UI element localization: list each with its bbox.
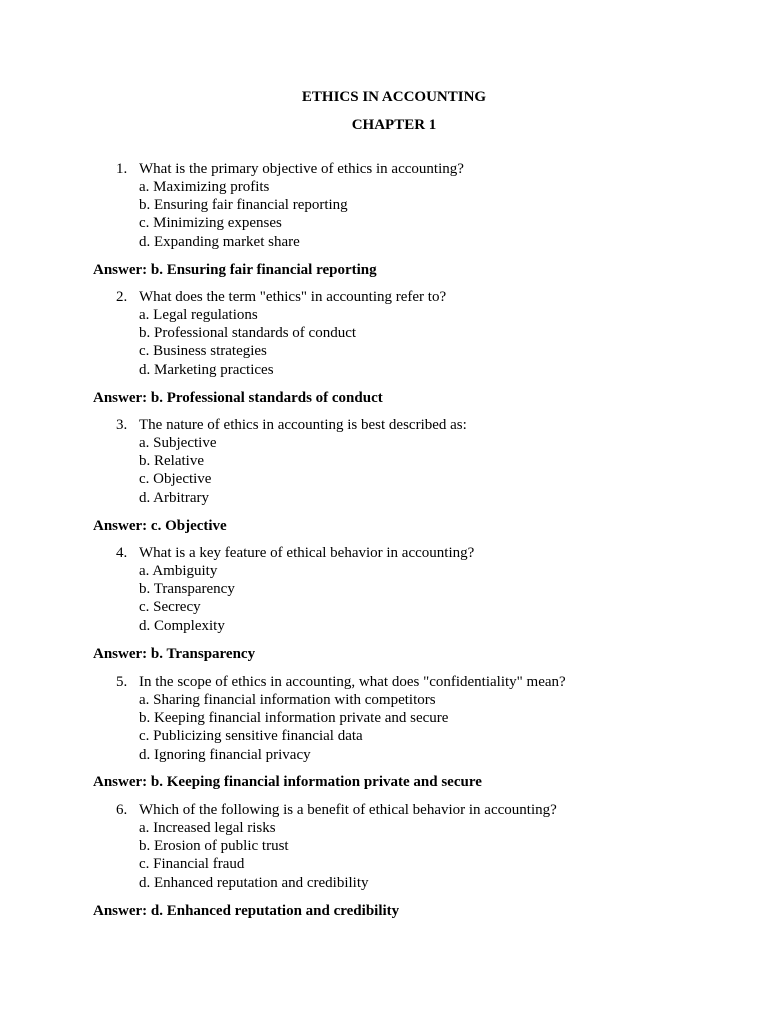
question-3 xyxy=(0,416,768,507)
option-b: b. Erosion of public trust xyxy=(139,838,289,855)
option-a: a. Legal regulations xyxy=(139,307,258,323)
chapter-heading: CHAPTER 1 xyxy=(351,117,437,133)
answer-1: Answer: b. Ensuring fair financial reporting xyxy=(93,262,377,278)
option-b: b. Professional standards of conduct xyxy=(139,325,357,342)
option-d: d. Ignoring financial privacy xyxy=(139,746,311,763)
answer-4: Answer: b. Transparency xyxy=(93,646,256,662)
answer-6: Answer: d. Enhanced reputation and credibility xyxy=(93,903,400,919)
option-c: c. Publicizing sensitive financial data xyxy=(139,728,363,745)
option-b: b. Ensuring fair financial reporting xyxy=(139,197,348,214)
option-c: c. Business strategies xyxy=(139,343,267,360)
question-number: 2. xyxy=(116,289,128,305)
option-c: c. Secrecy xyxy=(139,599,201,616)
question-4 xyxy=(0,544,768,635)
question-text: What is a key feature of ethical behavior in accounting? xyxy=(139,545,475,561)
option-c: c. Minimizing expenses xyxy=(139,215,282,232)
option-a: a. Subjective xyxy=(139,435,217,451)
option-a: a. Increased legal risks xyxy=(139,820,276,836)
question-number: 1. xyxy=(116,161,128,177)
option-d: d. Expanding market share xyxy=(139,233,300,250)
question-text: In the scope of ethics in accounting, what does "confidentiality" mean? xyxy=(139,674,566,690)
question-number: 3. xyxy=(116,417,128,433)
question-text: Which of the following is a benefit of ethical behavior in accounting? xyxy=(139,802,557,818)
question-text: The nature of ethics in accounting is best described as: xyxy=(139,417,467,433)
question-number: 4. xyxy=(116,545,128,561)
option-d: d. Complexity xyxy=(139,617,225,634)
answer-5: Answer: b. Keeping financial information private and secure xyxy=(93,774,482,790)
option-d: d. Arbitrary xyxy=(139,489,209,506)
option-c: c. Objective xyxy=(139,471,212,488)
question-5 xyxy=(0,673,768,764)
document-title: ETHICS IN ACCOUNTING xyxy=(301,89,487,105)
question-6 xyxy=(0,801,768,892)
option-a: a. Ambiguity xyxy=(139,563,218,579)
option-d: d. Enhanced reputation and credibility xyxy=(139,874,369,891)
option-b: b. Keeping financial information private and secure xyxy=(139,710,449,727)
question-number: 6. xyxy=(116,802,128,818)
answer-2: Answer: b. Professional standards of conduct xyxy=(93,390,383,406)
option-a: a. Sharing financial information with competitors xyxy=(139,692,436,708)
option-a: a. Maximizing profits xyxy=(139,179,270,195)
question-text: What is the primary objective of ethics in accounting? xyxy=(139,161,464,177)
question-2 xyxy=(0,288,768,379)
option-b: b. Relative xyxy=(139,453,204,470)
answer-3: Answer: c. Objective xyxy=(93,518,227,534)
question-text: What does the term "ethics" in accounting refer to? xyxy=(139,289,447,305)
question-1 xyxy=(0,160,768,251)
option-c: c. Financial fraud xyxy=(139,856,245,873)
option-d: d. Marketing practices xyxy=(139,361,274,378)
option-b: b. Transparency xyxy=(139,581,235,598)
question-number: 5. xyxy=(116,674,128,690)
